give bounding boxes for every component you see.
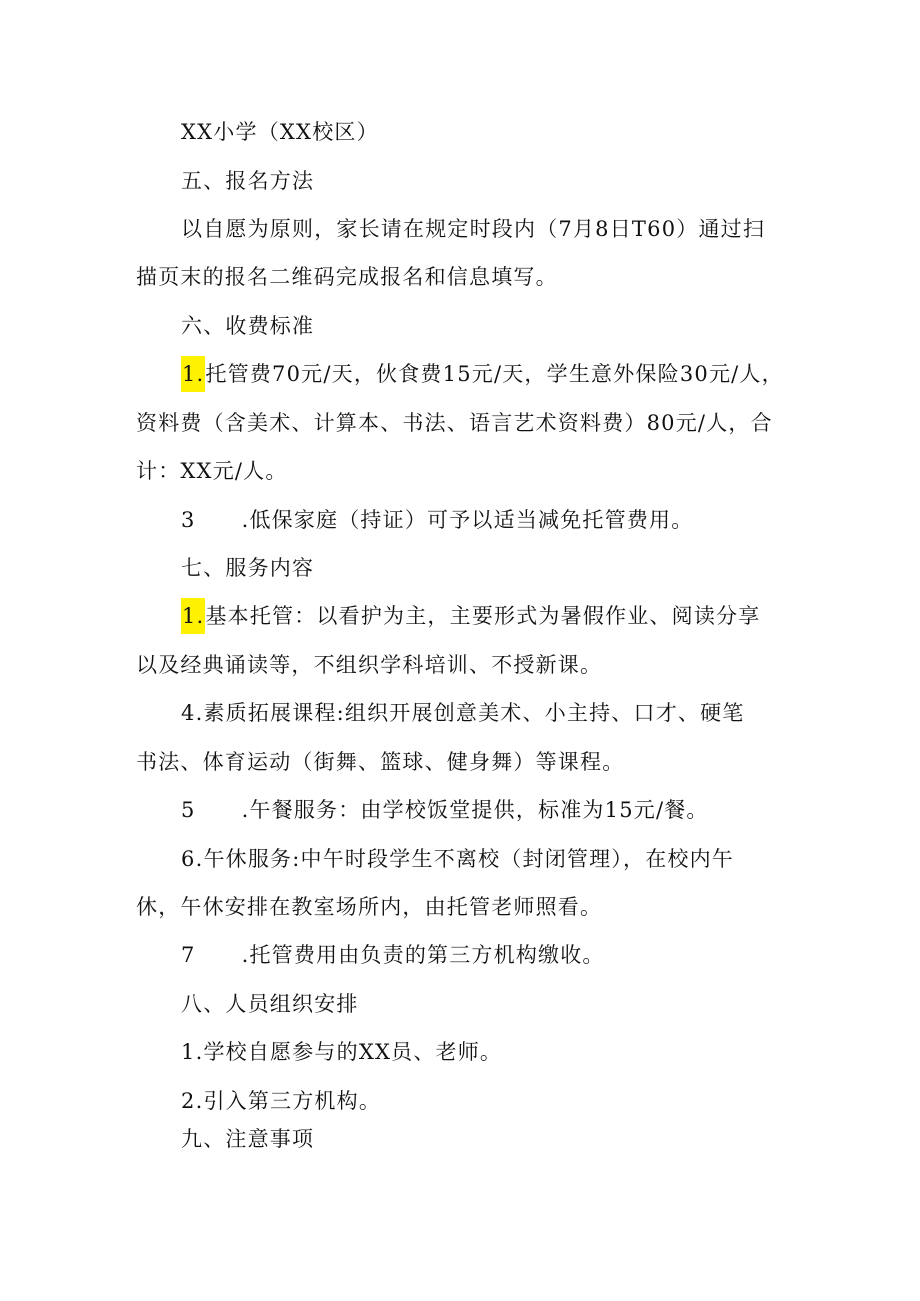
service-item-4-line-2: 书法、体育运动（街舞、篮球、健身舞）等课程。 bbox=[136, 750, 625, 774]
section-heading-notes: 九、注意事项 bbox=[181, 1127, 315, 1151]
staffing-item-1: 1.学校自愿参与的XX员、老师。 bbox=[181, 1040, 503, 1064]
highlighted-item-number: 1. bbox=[181, 356, 205, 392]
service-item-1-line-2: 以及经典诵读等，不组织学科培训、不授新课。 bbox=[136, 653, 603, 677]
service-item-7: 7 .托管费用由负责的第三方机构缴收。 bbox=[181, 943, 605, 967]
paragraph-registration-line-2: 描页末的报名二维码完成报名和信息填写。 bbox=[136, 265, 558, 289]
section-heading-fees: 六、收费标准 bbox=[181, 314, 315, 338]
service-item-6-line-2: 休，午休安排在教室场所内，由托管老师照看。 bbox=[136, 895, 603, 919]
fee-item-3: 3 .低保家庭（持证）可予以适当减免托管费用。 bbox=[181, 508, 694, 532]
service-item-4: 4.素质拓展课程:组织开展创意美术、小主持、口才、硬笔 bbox=[181, 701, 745, 725]
fee-item-1: 1.托管费70元/天，伙食费15元/天，学生意外保险30元/人， bbox=[181, 360, 784, 388]
fee-item-1-line-3: 计：XX元/人。 bbox=[136, 459, 288, 483]
highlighted-item-number: 1. bbox=[181, 598, 205, 634]
fee-item-1-line-2: 资料费（含美术、计算本、书法、语言艺术资料费）80元/人，合 bbox=[136, 411, 773, 435]
section-heading-registration: 五、报名方法 bbox=[181, 169, 315, 193]
service-item-5: 5 .午餐服务：由学校饭堂提供，标准为15元/餐。 bbox=[181, 798, 709, 822]
service-item-1: 1.基本托管：以看护为主，主要形式为暑假作业、阅读分享 bbox=[181, 602, 760, 630]
section-heading-staffing: 八、人员组织安排 bbox=[181, 992, 359, 1016]
service-item-6: 6.午休服务:中午时段学生不离校（封闭管理），在校内午 bbox=[181, 847, 735, 871]
school-name: XX小学（XX校区） bbox=[181, 120, 379, 144]
staffing-item-2: 2.引入第三方机构。 bbox=[181, 1089, 382, 1113]
paragraph-registration-line-1: 以自愿为原则，家长请在规定时段内（7月8日T60）通过扫 bbox=[181, 217, 766, 241]
section-heading-services: 七、服务内容 bbox=[181, 556, 315, 580]
